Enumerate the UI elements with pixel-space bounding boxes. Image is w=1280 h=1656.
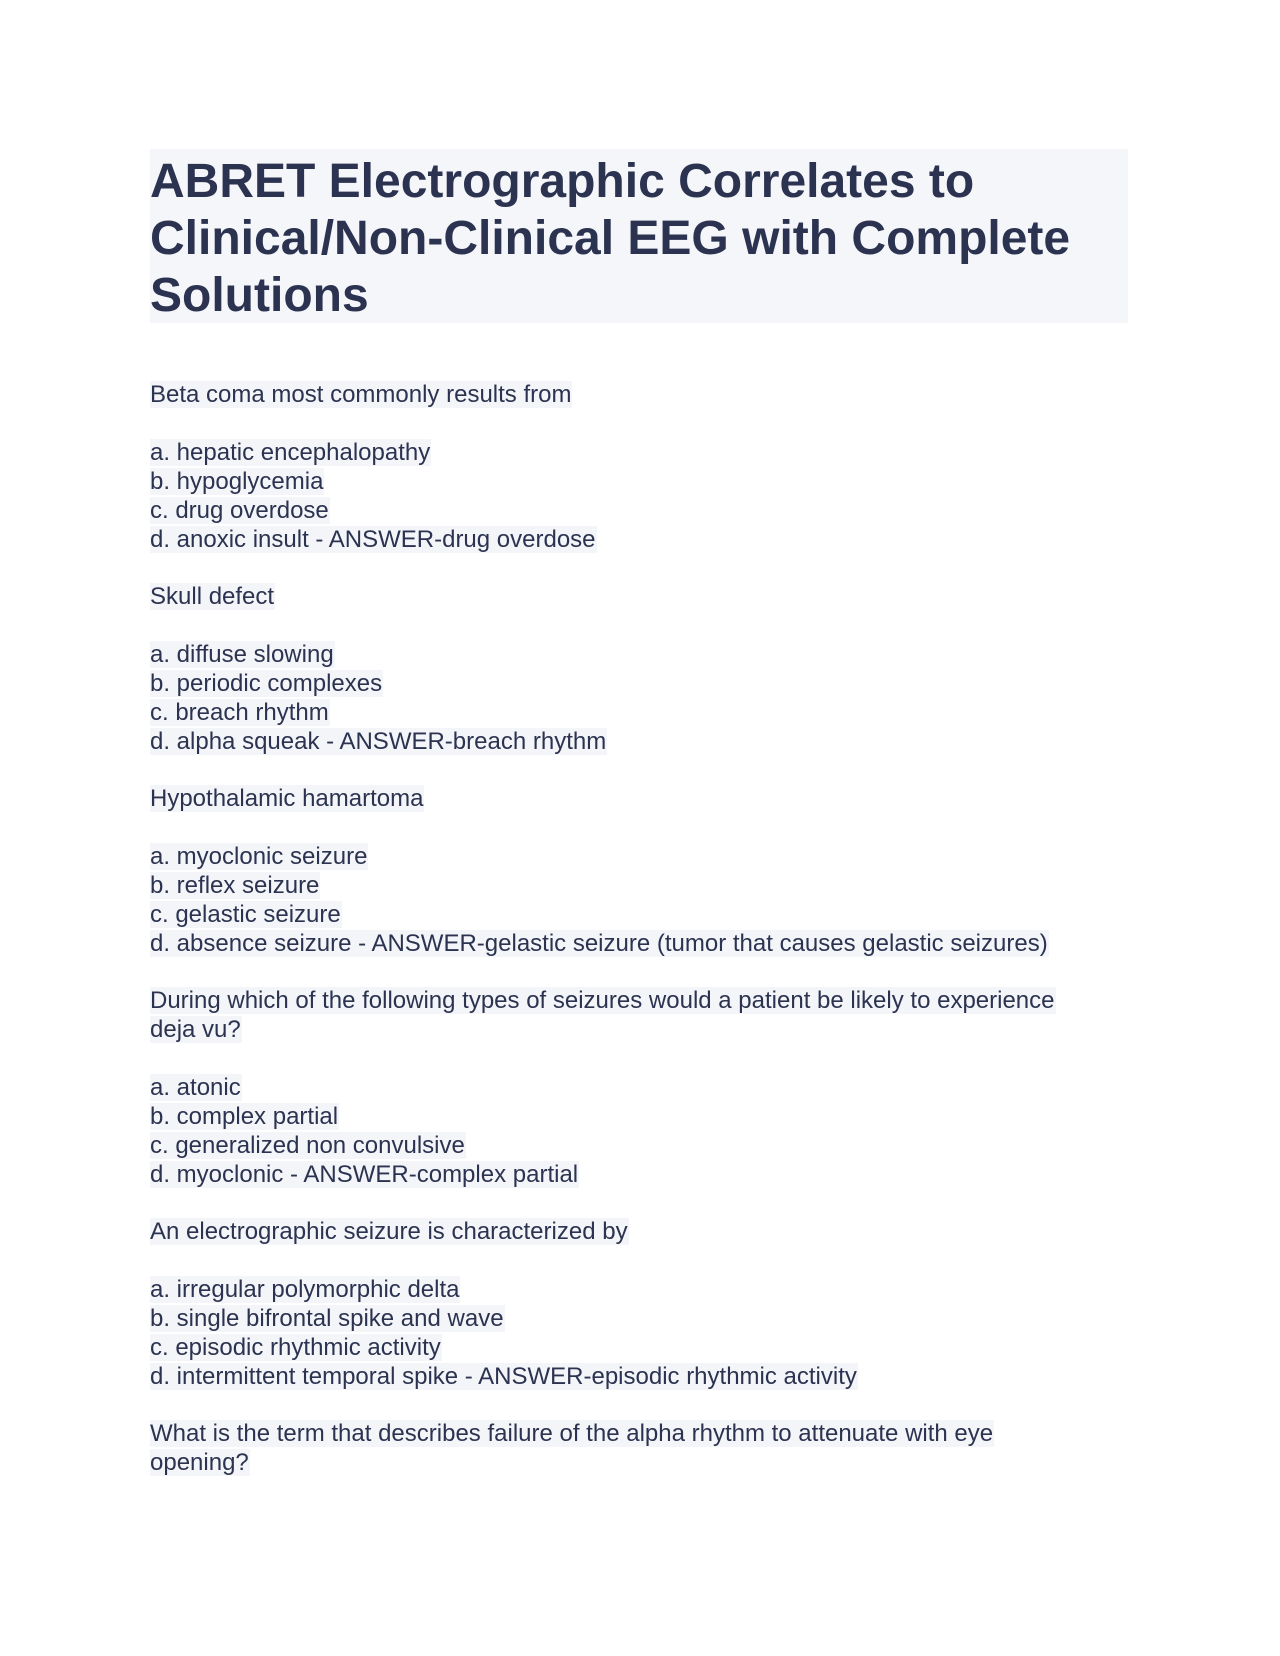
question-3-prompt-text: Hypothalamic hamartoma: [150, 785, 424, 812]
option-a: a. irregular polymorphic delta: [150, 1275, 460, 1303]
option-b: b. hypoglycemia: [150, 467, 324, 495]
question-2-options: [150, 640, 1130, 756]
question-4-options: [150, 1073, 1130, 1189]
question-6-prompt-line-1: What is the term that describes failure of the alpha rhythm to attenuate with eye: [150, 1420, 994, 1447]
question-4-prompt-line-2: deja vu?: [150, 1016, 241, 1043]
question-4-prompt: [150, 986, 1130, 1044]
option-a: a. diffuse slowing: [150, 640, 334, 668]
title-block: [150, 149, 1128, 323]
option-b: b. single bifrontal spike and wave: [150, 1304, 504, 1332]
question-4-prompt-line-1: During which of the following types of seizures would a patient be likely to experience: [150, 987, 1055, 1014]
option-c: c. gelastic seizure: [150, 900, 341, 928]
question-6-prompt: [150, 1419, 1130, 1477]
question-6-prompt-line-2: opening?: [150, 1449, 249, 1476]
question-3-prompt: [150, 784, 1130, 813]
option-d-answer: d. absence seizure - ANSWER-gelastic seizure (tumor that causes gelastic seizures): [150, 929, 1048, 957]
option-c: c. generalized non convulsive: [150, 1131, 465, 1159]
option-c: c. drug overdose: [150, 496, 329, 524]
question-5-options: [150, 1275, 1130, 1391]
question-5-prompt: [150, 1217, 1130, 1246]
option-c: c. episodic rhythmic activity: [150, 1333, 441, 1361]
option-d-answer: d. alpha squeak - ANSWER-breach rhythm: [150, 727, 607, 755]
option-d-answer: d. myoclonic - ANSWER-complex partial: [150, 1160, 579, 1188]
option-d-answer: d. intermittent temporal spike - ANSWER-episodic rhythmic activity: [150, 1362, 857, 1390]
option-c: c. breach rhythm: [150, 698, 329, 726]
question-1-options: [150, 438, 1130, 554]
option-a: a. atonic: [150, 1073, 241, 1101]
option-a: a. myoclonic seizure: [150, 842, 368, 870]
option-b: b. periodic complexes: [150, 669, 383, 697]
option-b: b. complex partial: [150, 1102, 339, 1130]
option-d-answer: d. anoxic insult - ANSWER-drug overdose: [150, 525, 596, 553]
question-1-prompt: [150, 380, 1130, 409]
option-b: b. reflex seizure: [150, 871, 320, 899]
option-a: a. hepatic encephalopathy: [150, 438, 431, 466]
question-2-prompt-text: Skull defect: [150, 583, 275, 610]
question-2-prompt: [150, 582, 1130, 611]
document-body: [150, 380, 1130, 1477]
question-1-prompt-text: Beta coma most commonly results from: [150, 381, 572, 408]
question-5-prompt-text: An electrographic seizure is characterized by: [150, 1218, 628, 1245]
question-3-options: [150, 842, 1130, 958]
document-title: ABRET Electrographic Correlates to Clinical/Non-Clinical EEG with Complete Solutions: [150, 155, 1071, 322]
